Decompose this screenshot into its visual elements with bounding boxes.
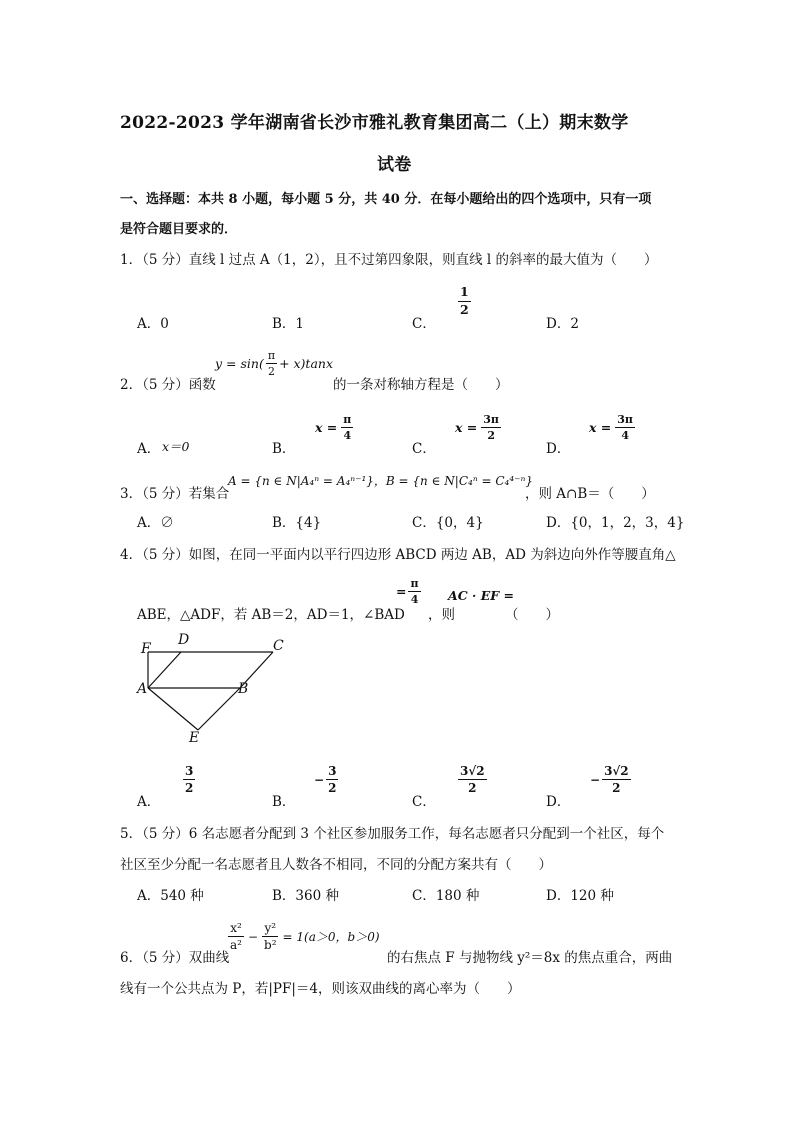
- question-5-line2: 社区至少分配一名志愿者且人数各不相同，不同的分配方案共有（ ）: [120, 857, 552, 873]
- q4-vector-product: AC · EF =: [448, 588, 514, 603]
- section-heading: 一、选择题：本共 8 小题，每小题 5 分，共 40 分．在每小题给出的四个选项中，只有一项: [120, 192, 652, 207]
- q2-option-c-letter: C．: [412, 441, 436, 457]
- q6-hyperbola-formula: $\frac{\text{x²}}{\text{a²}}$ − $\frac{\text{y²}}{\text{b²}}$ = 1(a＞0，b＞0): [230, 921, 380, 952]
- question-6-prefix: 6．（5 分）双曲线: [120, 950, 230, 966]
- q3-option-a: A．∅: [137, 515, 174, 531]
- q4-option-c: $\frac{3√2}{2}$: [460, 764, 485, 795]
- q2-option-d: x = $\frac{3\pi}{4}$: [589, 413, 633, 442]
- q3-option-b: B．{4}: [272, 515, 322, 531]
- q4-option-c-letter: C．: [412, 794, 436, 810]
- segment-ae: [148, 688, 198, 730]
- question-2-prefix: 2．（5 分）函数: [120, 377, 216, 393]
- q4-answer-paren: （ ）: [505, 607, 559, 623]
- question-4-line2-b: ，则: [428, 607, 455, 623]
- q2-option-d-letter: D．: [546, 441, 571, 457]
- document-title-line1: 2022-2023 学年湖南省长沙市雅礼教育集团高二（上）期末数学: [120, 113, 629, 133]
- q3-formula: A = {n ∈ N|A₄ⁿ = A₄ⁿ⁻¹}，B = {n ∈ N|C₄ⁿ = C₄⁴⁻ⁿ}: [228, 474, 534, 488]
- q5-option-c: C．180 种: [412, 888, 480, 904]
- q1-option-c-fraction: $\frac{1}{2}$: [460, 284, 469, 317]
- question-3-prefix: 3．（5 分）若集合: [120, 486, 230, 502]
- q4-angle-value: = $\frac{\pi}{4}$: [396, 577, 419, 606]
- q2-option-b-letter: B．: [272, 441, 296, 457]
- document-title-line2: 试卷: [377, 155, 412, 175]
- q4-option-d-letter: D．: [546, 794, 571, 810]
- question-1-stem: 1．（5 分）直线 l 过点 A（1，2），且不过第四象限，则直线 l 的斜率的最大值为（ ）: [120, 252, 658, 268]
- q5-option-a: A．540 种: [137, 888, 204, 904]
- segment-eb: [198, 688, 240, 730]
- figure-label-b: B: [238, 681, 249, 697]
- q3-option-d: D．{0，1，2，3，4}: [546, 515, 685, 531]
- q4-option-d: − $\frac{3√2}{2}$: [590, 764, 629, 795]
- q4-option-b: − $\frac{3}{2}$: [314, 764, 337, 795]
- question-2-suffix: 的一条对称轴方程是（ ）: [333, 377, 509, 393]
- question-4-line2-a: ABE，△ADF，若 AB＝2，AD＝1，∠BAD: [137, 607, 405, 623]
- figure-label-a: A: [137, 681, 148, 697]
- question-5-line1: 5．（5 分）6 名志愿者分配到 3 个社区参加服务工作，每名志愿者只分配到一个社区，每个: [120, 826, 665, 842]
- q1-option-c: C．: [412, 316, 436, 332]
- q3-option-c: C．{0，4}: [412, 515, 484, 531]
- question-4-line1: 4．（5 分）如图，在同一平面内以平行四边形 ABCD 两边 AB，AD 为斜边向外作等腰直角△: [120, 547, 676, 563]
- q2-option-b: x = $\frac{\pi}{4}$: [315, 413, 352, 442]
- figure-label-f: F: [141, 641, 151, 657]
- question-6-line2: 线有一个公共点为 P，若|PF|＝4，则该双曲线的离心率为（ ）: [120, 981, 521, 997]
- q5-option-b: B．360 种: [272, 888, 339, 904]
- q1-option-b: B．1: [272, 316, 305, 332]
- q2-option-a: x＝0: [162, 439, 190, 454]
- q2-option-c: x = $\frac{3\pi}{2}$: [455, 413, 499, 442]
- figure-label-c: C: [273, 638, 284, 654]
- q4-option-b-letter: B．: [272, 794, 296, 810]
- q2-formula: y = sin( $\frac{\pi}{2}$ + x)tanx: [215, 349, 334, 378]
- q1-option-a: A．0: [137, 316, 169, 332]
- q2-option-a-letter: A．: [137, 441, 161, 457]
- question-3-suffix: ，则 A∩B＝（ ）: [525, 486, 655, 502]
- segment-ad: [148, 652, 181, 688]
- section-heading-line2: 是符合题目要求的．: [120, 222, 238, 237]
- q4-option-a: $\frac{3}{2}$: [185, 764, 194, 795]
- figure-label-e: E: [189, 730, 200, 746]
- question-6-suffix: 的右焦点 F 与抛物线 y²＝8x 的焦点重合，两曲: [387, 950, 673, 966]
- q1-option-d: D．2: [546, 316, 579, 332]
- q4-option-a-letter: A．: [137, 794, 161, 810]
- figure-label-d: D: [178, 632, 190, 648]
- q5-option-d: D．120 种: [546, 888, 614, 904]
